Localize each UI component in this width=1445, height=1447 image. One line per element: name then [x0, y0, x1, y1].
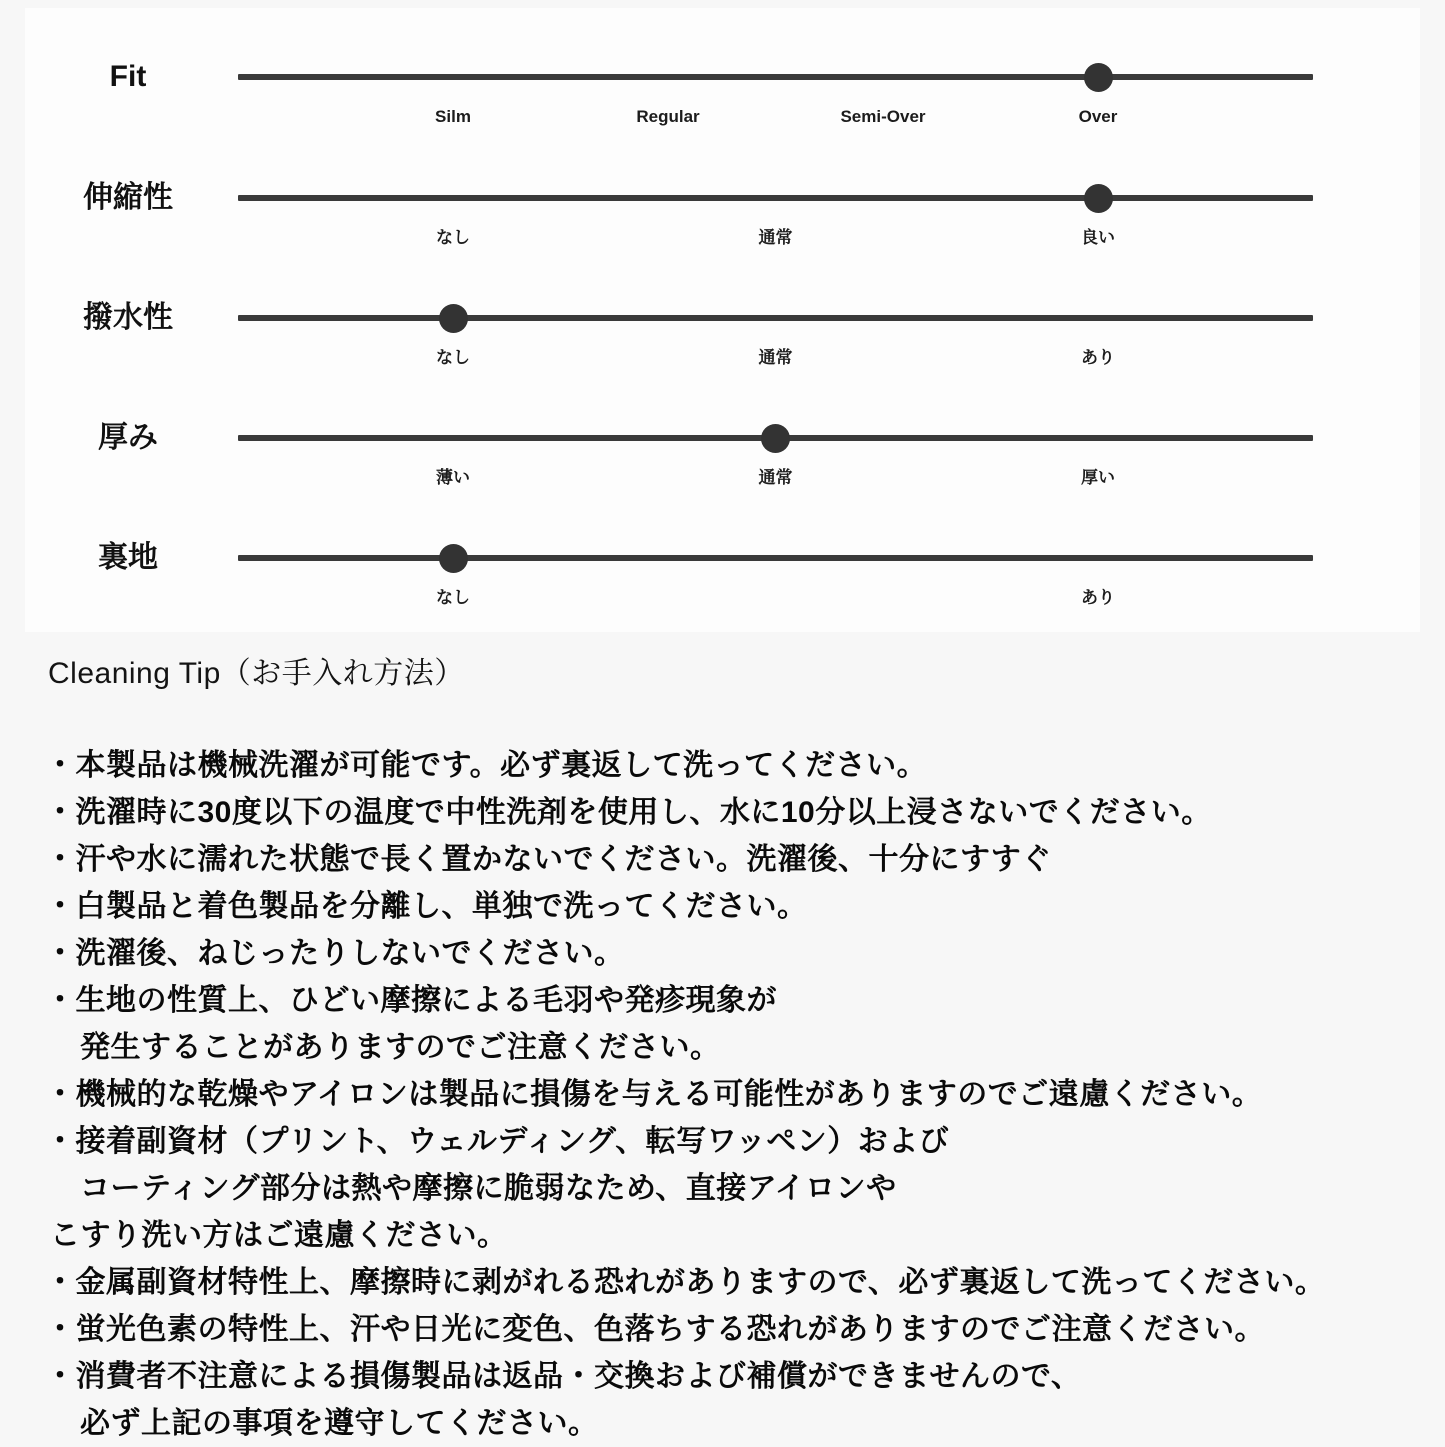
scale-value-dot-lining	[439, 544, 468, 573]
scale-option-stretch: 良い	[1081, 228, 1115, 247]
scale-row-label-fit: Fit	[109, 60, 147, 93]
scale-option-lining: なし	[436, 588, 470, 607]
care-instruction-line: ・白製品と着色製品を分離し、単独で洗ってください。	[45, 890, 808, 923]
scale-row-label-stretch: 伸縮性	[83, 181, 173, 214]
scale-option-fit: Over	[1078, 107, 1118, 126]
scale-option-water-repellency: なし	[436, 348, 470, 367]
care-instruction-line: ・本製品は機械洗濯が可能です。必ず裏返して洗ってください。	[45, 749, 928, 782]
attribute-scales-card	[25, 8, 1420, 632]
scale-option-fit: Silm	[435, 107, 471, 126]
scale-option-thickness: 通常	[758, 468, 793, 487]
care-instruction-line: ・洗濯時に30度以下の温度で中性洗剤を使用し、水に10分以上浸さないでください。	[45, 796, 1212, 829]
scale-value-dot-stretch	[1084, 184, 1113, 213]
scale-option-fit: Regular	[636, 107, 700, 126]
care-instruction-line: ・洗濯後、ねじったりしないでください。	[45, 937, 625, 970]
scale-track-water-repellency	[238, 315, 1313, 321]
care-instruction-line: コーティング部分は熱や摩擦に脆弱なため、直接アイロンや	[80, 1172, 897, 1205]
scale-value-dot-water-repellency	[439, 304, 468, 333]
care-instruction-line: ・接着副資材（プリント、ウェルディング、転写ワッペン）および	[45, 1125, 950, 1158]
care-instruction-line: ・蛍光色素の特性上、汗や日光に変色、色落ちする恐れがありますのでご注意ください。	[45, 1313, 1265, 1346]
scale-row-label-water-repellency: 撥水性	[83, 301, 173, 334]
scale-option-water-repellency: 通常	[758, 348, 793, 367]
scale-option-stretch: なし	[436, 228, 470, 247]
scale-value-dot-thickness	[761, 424, 790, 453]
scale-option-fit: Semi-Over	[840, 107, 926, 126]
scale-option-stretch: 通常	[758, 228, 793, 247]
scale-value-dot-fit	[1084, 63, 1113, 92]
cleaning-tip-heading: Cleaning Tip（お手入れ方法）	[48, 657, 465, 690]
scale-option-thickness: 厚い	[1081, 468, 1115, 487]
care-instruction-line: 発生することがありますのでご注意ください。	[80, 1031, 721, 1064]
scale-row-label-thickness: 厚み	[98, 421, 158, 454]
scale-track-fit	[238, 74, 1313, 80]
care-instruction-line: ・生地の性質上、ひどい摩擦による毛羽や発疹現象が	[45, 984, 777, 1017]
scale-row-label-lining: 裏地	[98, 541, 158, 574]
care-instruction-line: ・汗や水に濡れた状態で長く置かないでください。洗濯後、十分にすすぐ	[45, 843, 1052, 876]
care-instruction-line: ・消費者不注意による損傷製品は返品・交換および補償ができませんので、	[45, 1360, 1082, 1393]
scale-track-lining	[238, 555, 1313, 561]
care-instruction-line: ・金属副資材特性上、摩擦時に剥がれる恐れがありますので、必ず裏返して洗ってください。	[45, 1266, 1326, 1299]
scale-option-lining: あり	[1081, 588, 1115, 607]
care-instruction-line: 必ず上記の事項を遵守してください。	[80, 1407, 599, 1440]
scale-option-thickness: 薄い	[436, 468, 470, 487]
scale-track-stretch	[238, 195, 1313, 201]
care-instruction-line: ・機械的な乾燥やアイロンは製品に損傷を与える可能性がありますのでご遠慮ください。	[45, 1078, 1263, 1111]
scale-option-water-repellency: あり	[1081, 348, 1115, 367]
care-instructions-list	[0, 742, 1445, 1447]
care-instruction-line: こすり洗い方はご遠慮ください。	[50, 1219, 508, 1252]
